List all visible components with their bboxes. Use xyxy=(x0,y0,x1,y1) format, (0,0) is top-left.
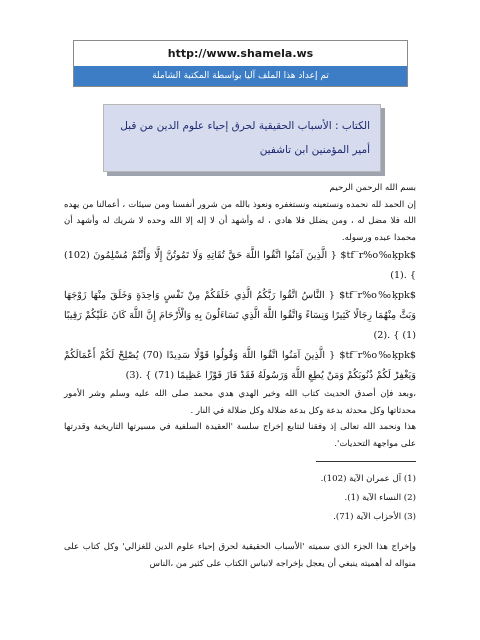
document-body xyxy=(64,180,416,572)
intro-paragraph: إن الحمد لله نحمده ونستعينه ونستغفره ونعوذ بالله من شرور أنفسنا ومن سيئات ، أعمالنا من يهده الله فلا مضل له ، ومن يضلل فلا هادي ، له وأشهد أن لا إله إلا الله وحده لا شريك له وأشهد أن محمدا عبده ورسوله. xyxy=(64,199,416,243)
footnote-divider xyxy=(316,461,416,462)
verse-1: $tf‾r%o‰ķpk$ { الَّذِينَ آمَنُوا اتَّقُوا اللَّهَ حَقَّ تُقَاتِهِ وَلَا تَمُوتُنَّ إِلَّا وَأَنْتُمْ مُسْلِمُونَ (102) } .(1) xyxy=(64,250,416,281)
page-header xyxy=(73,40,408,87)
footnote-2: (2) النساء الآية (1). xyxy=(344,493,416,503)
book-title: الكتاب : الأسباب الحقيقية لحرق إحياء علوم الدين من قبل أمير المؤمنين ابن تاشفين xyxy=(103,104,381,172)
footnote-1: (1) آل عمران الآية (102). xyxy=(320,474,416,484)
spacer xyxy=(64,527,416,539)
verse-2: $tf‾r%o‰ķpk$ { النَّاسُ اتَّقُوا رَبَّكُمُ الَّذِي خَلَقَكُمْ مِنْ نَفْسٍ وَاحِدَةٍ وَخَلَقَ مِنْهَا زَوْجَهَا وَبَثَّ مِنْهُمَا رِجَالًا كَثِيرًا وَنِسَاءً وَاتَّقُوا اللَّهَ الَّذِي تَسَاءَلُونَ بِهِ وَالْأَرْحَامَ إِنَّ اللَّهَ كَانَ عَلَيْكُمْ رَقِيبًا (1) } .(2) xyxy=(64,290,416,341)
footnote-3: (3) الأحزاب الآية (71). xyxy=(333,512,416,522)
basmala: بسم الله الرحمن الرحيم xyxy=(329,183,416,193)
after-verses-paragraph: ،وبعد فإن أصدق الحديث كتاب الله وخير الهدي هدي محمد صلى الله عليه وسلم وشر الأمور محدثاتها وكل محدثة بدعة وكل بدعة ضلالة وكل ضلالة في النار . xyxy=(64,389,416,416)
header-credit: تم إعداد هذا الملف آليا بواسطة المكتبة الشاملة xyxy=(74,66,407,86)
header-url[interactable]: http://www.shamela.ws xyxy=(74,41,407,66)
closing-paragraph: وإخراج هذا الجزء الذي سميته 'الأسباب الحقيقية لحرق إحياء علوم الدين للغزالي' وكل كتاب على منواله له أهميته ينبغي أن يعجل بإخراجه لانباس الكتاب على كثير من ،الناس xyxy=(64,542,416,569)
series-paragraph: هذا ونحمد الله تعالى إذ وفقنا لنتابع إخراج سلسة 'العقيدة السلفية في مسيرتها التاريخية وقدرتها على مواجهة التحديات'. xyxy=(64,422,416,449)
verse-3: $tf‾r%o‰ķpk$ { الَّذِينَ آمَنُوا اتَّقُوا اللَّهَ وَقُولُوا قَوْلًا سَدِيدًا (70) يُصْلِحْ لَكُمْ أَعْمَالَكُمْ وَيَغْفِرْ لَكُمْ ذُنُوبَكُمْ وَمَنْ يُطِعِ اللَّهَ وَرَسُولَهُ فَقَدْ فَازَ فَوْزًا عَظِيمًا (71) } .(3) xyxy=(64,350,416,381)
